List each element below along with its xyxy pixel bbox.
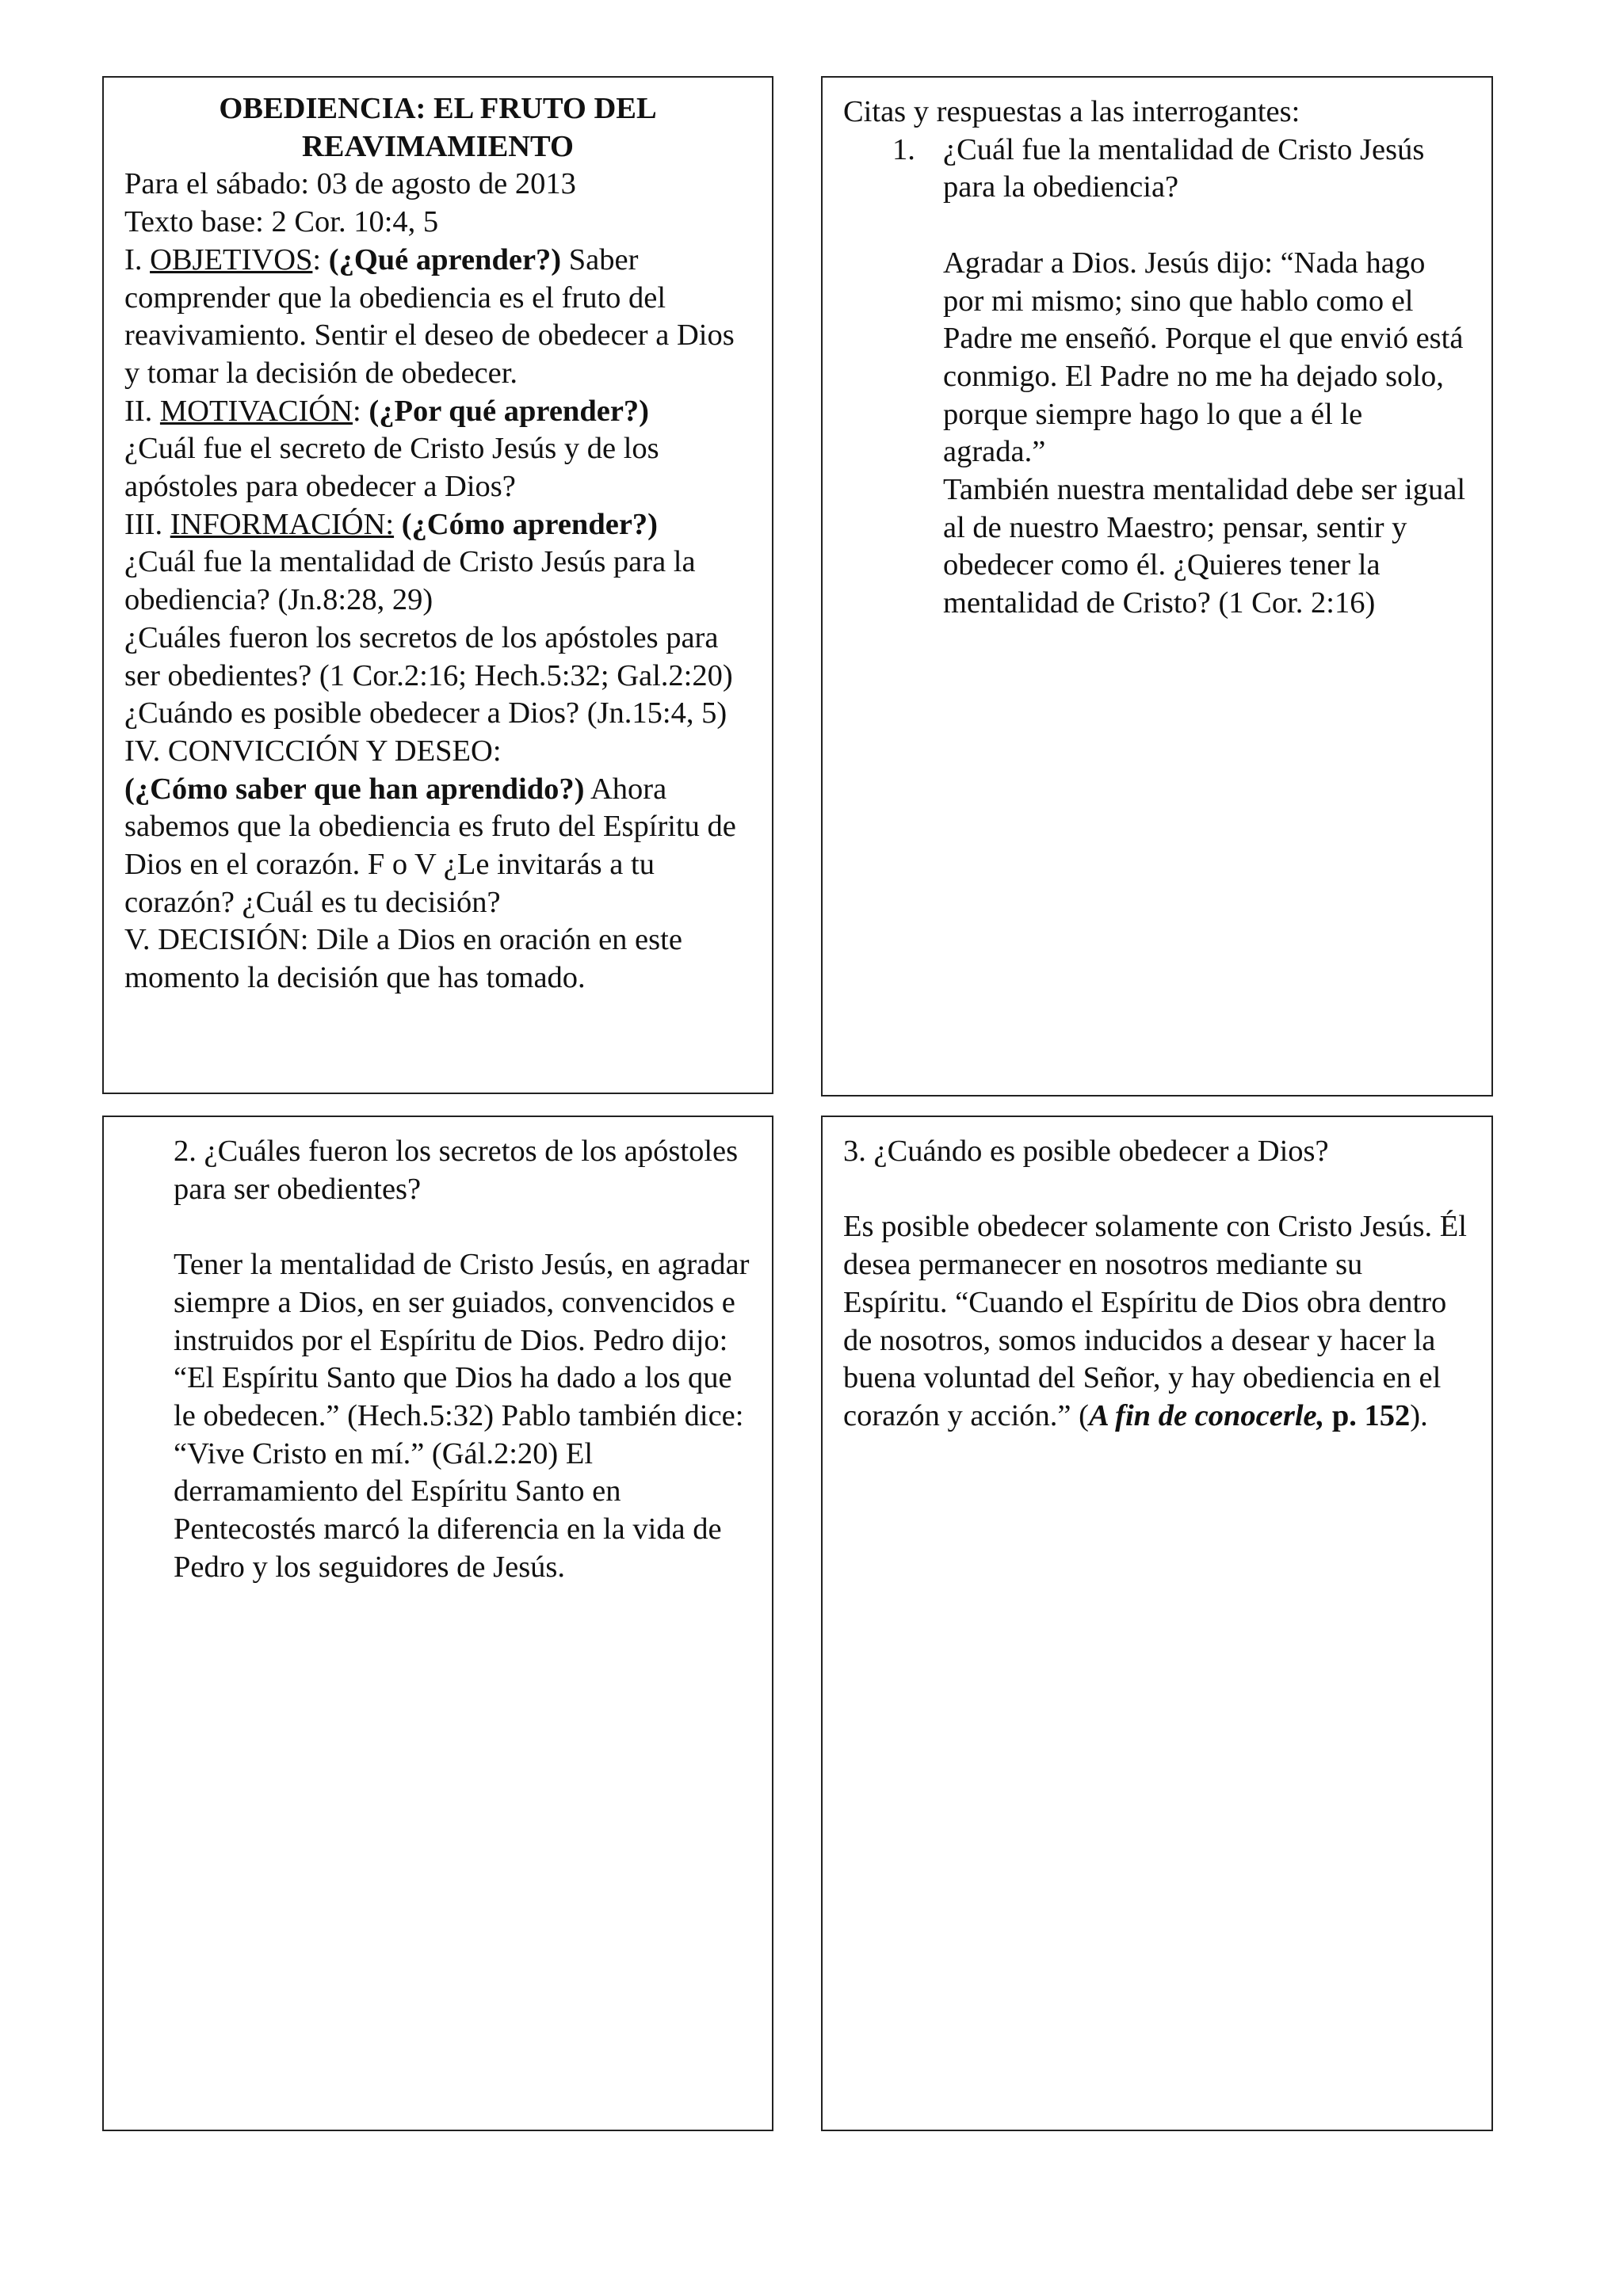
- informacion-label: INFORMACIÓN:: [170, 507, 395, 541]
- conviccion-question: (¿Cómo saber que han aprendido?): [124, 772, 585, 806]
- informacion-question: (¿Cómo aprender?): [401, 507, 658, 541]
- conviccion-body: Ahora sabemos que la obediencia es fruto del Espíritu de Dios en el corazón. F o V ¿Le invitarás a tu corazón? ¿Cuál es tu decisión?: [124, 772, 736, 919]
- question-1-text: ¿Cuál fue la mentalidad de Cristo Jesús para la obediencia?: [943, 132, 1425, 204]
- motivacion-question: (¿Por qué aprender?): [369, 394, 649, 428]
- motivacion-label: MOTIVACIÓN: [159, 394, 353, 428]
- answer-3-text: [843, 1208, 1471, 1435]
- objetivos-label: OBJETIVOS: [150, 242, 313, 277]
- question-2-text: 2. ¿Cuáles fueron los secretos de los apóstoles para ser obedientes?: [174, 1135, 739, 1206]
- lesson-overview-box: [102, 76, 773, 1094]
- objetivos-sep: :: [312, 242, 329, 277]
- spacer: [174, 1208, 751, 1246]
- informacion-item: ¿Cuándo es posible obedecer a Dios? (Jn.15:4, 5): [124, 696, 727, 730]
- question-1-number: 1.: [892, 132, 915, 166]
- informacion-heading: [124, 506, 751, 544]
- answer-3-closing: ).: [1410, 1398, 1428, 1432]
- motivacion-heading: [124, 393, 751, 431]
- objetivos-prefix: I.: [124, 242, 151, 277]
- motivacion-text: ¿Cuál fue el secreto de Cristo Jesús y de los apóstoles para obedecer a Dios?: [124, 432, 659, 504]
- motivacion-prefix: II.: [124, 394, 160, 428]
- answer-1-box: [821, 76, 1493, 1097]
- informacion-sep: [394, 508, 402, 541]
- objetivos-question: (¿Qué aprender?): [328, 242, 562, 277]
- answer-1-text: Agradar a Dios. Jesús dijo: “Nada hago por mi mismo; sino que hablo como el Padre me enseñó. Porque el que envió está conmigo. El Padre no me ha dejado solo, porque siempre hago lo que a él le agrada.”: [943, 246, 1464, 469]
- informacion-prefix: III.: [124, 507, 170, 541]
- informacion-item: ¿Cuál fue la mentalidad de Cristo Jesús para la obediencia? (Jn.8:28, 29): [124, 545, 696, 617]
- objetivos-section: [124, 242, 751, 393]
- conviccion-text: [124, 771, 751, 922]
- page-reference: p. 152: [1324, 1398, 1411, 1432]
- lesson-title: OBEDIENCIA: EL FRUTO DEL REAVIMAMIENTO: [219, 92, 657, 163]
- base-text: Texto base: 2 Cor. 10:4, 5: [124, 205, 439, 239]
- informacion-item: ¿Cuáles fueron los secretos de los apóstoles para ser obedientes? (1 Cor.2:16; Hech.5:32; Gal.2:20): [124, 620, 733, 692]
- motivacion-sep: :: [353, 394, 369, 428]
- spacer: [843, 1171, 1471, 1209]
- answer-3-box: [821, 1116, 1493, 2131]
- conviccion-heading: IV. CONVICCIÓN Y DESEO:: [124, 734, 502, 768]
- decision-text: V. DECISIÓN: Dile a Dios en oración en este momento la decisión que has tomado.: [124, 923, 682, 995]
- answer-3-body: Es posible obedecer solamente con Cristo Jesús. Él desea permanecer en nosotros mediante su Espíritu. “Cuando el Espíritu de Dios obra dentro de nosotros, somos inducidos a desear y hacer la buena voluntad del Señor, y hay obediencia en el corazón y acción.” (: [843, 1210, 1467, 1432]
- book-title: A fin de conocerle,: [1088, 1398, 1325, 1432]
- question-1: [892, 132, 1471, 207]
- answer-1-followup: También nuestra mentalidad debe ser igual al de nuestro Maestro; pensar, sentir y obedecer como él. ¿Quieres tener la mentalidad de Cristo? (1 Cor. 2:16): [943, 473, 1466, 620]
- question-3-text: 3. ¿Cuándo es posible obedecer a Dios?: [843, 1135, 1329, 1168]
- lesson-date: Para el sábado: 03 de agosto de 2013: [124, 167, 576, 201]
- objetivos-text: Saber comprender que la obediencia es el fruto del reavivamiento. Sentir el deseo de obedecer a Dios y tomar la decisión de obedecer.: [124, 242, 735, 390]
- spacer: [843, 207, 1471, 245]
- answers-heading: Citas y respuestas a las interrogantes:: [843, 95, 1300, 128]
- answer-2-text: Tener la mentalidad de Cristo Jesús, en agradar siempre a Dios, en ser guiados, convencidos e instruidos por el Espíritu de Dios. Pedro dijo: “El Espíritu Santo que Dios ha dado a los que le obedecen.” (Hech.5:32) Pablo también dice: “Vive Cristo en mí.” (Gál.2:20) El derramamiento del Espíritu Santo en Pentecostés marcó la diferencia en la vida de Pedro y los seguidores de Jesús.: [174, 1248, 750, 1584]
- answer-2-box: [102, 1116, 773, 2131]
